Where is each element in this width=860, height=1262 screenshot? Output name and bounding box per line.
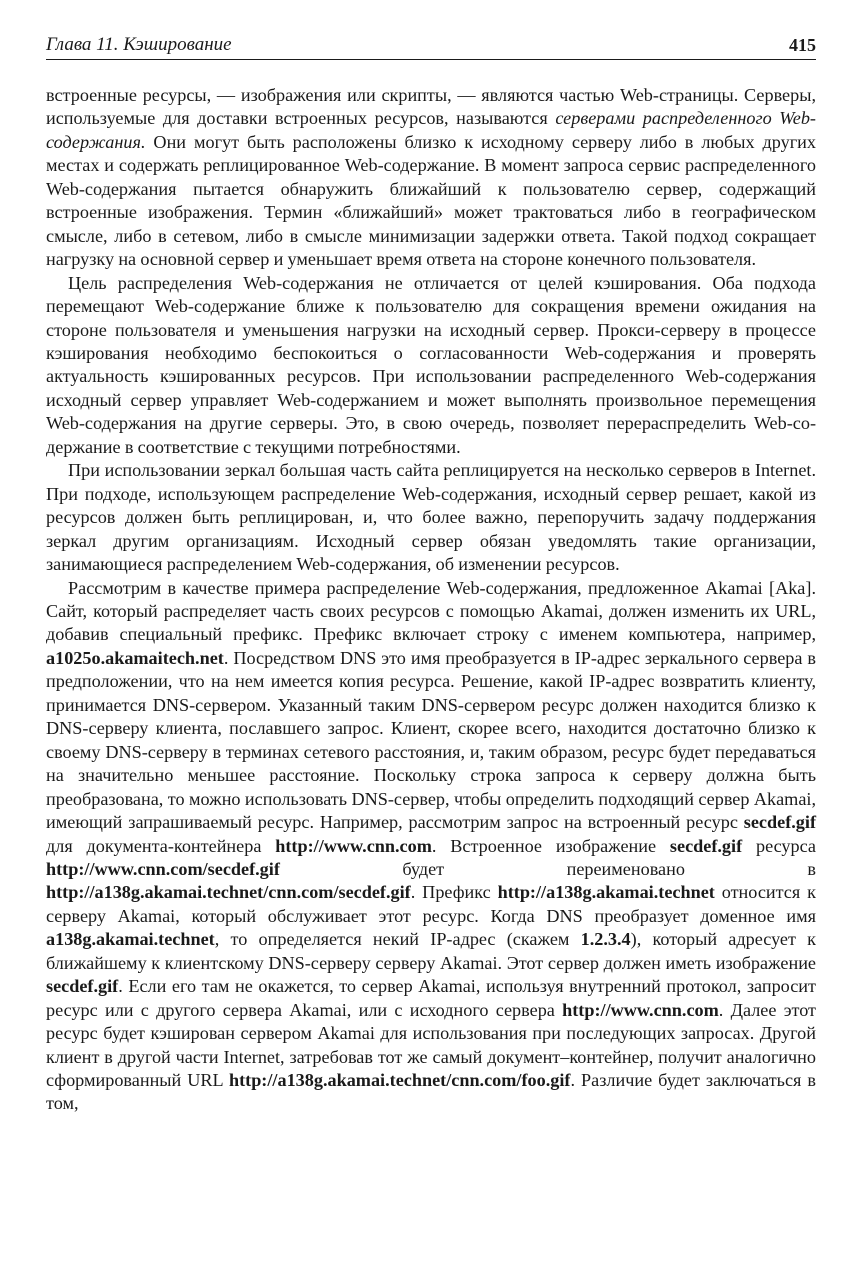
chapter-title: Глава 11. Кэширование [46,34,232,55]
text-run: Рассмотрим в качестве примера распределение Web-содержания, предложенное Akamai [Aka]. Сайт, который распределяет часть своих ресурсов с помощью Akamai, должен изменить их URL, добавив специальный префикс. Префикс включает строку с именем компьютера, например, [46,577,816,645]
text-run: При использовании зеркал большая часть сайта реплицируется на несколько серверов в Internet. При подходе, использующем распределение Web-содержания, исходный сервер решает, какой из ресурсов должен быть реплицирован, и, что более важно, перепоручить задачу поддержания зеркал другим организациям. Исходный сервер обязан уведомлять такие организации, занимающиеся распределением Web-содержания, об изменении ресурсов. [46,460,816,575]
body-text [46,84,816,1116]
text-run: . Посредством DNS это имя преобразуется в IP-адрес зеркального сервера в предположении, что на нем имеется копия ресурса. Решение, какой IP-адрес возвратить клиенту, принимается DNS-сервером. Указанный таким DNS-сервером ресурс должен находится близко к DNS-серверу клиента, пославшего запрос. Клиент, скорее всего, находится достаточно близко к своему DNS-серверу в терминах сетевого расстояния, и, таким образом, ресурс будет передаваться на значительно меньшее расстояние. Поскольку строка запроса к серверу должна быть преобразована, то можно использовать DNS-сервер, чтобы определить подходящий сервер Akamai, имеющий запрашиваемый ресурс. Например, рассмотрим запрос на встроенный ресурс [46,647,816,833]
bold-term: 1.2.3.4 [580,929,631,950]
bold-term: http://www.cnn.com/​secdef.gif [46,858,280,879]
bold-term: secdef.gif [743,812,816,833]
bold-term: http://a138g.akamai.technet [497,882,715,903]
bold-term: http://www.cnn.com [562,999,719,1020]
text-run: встроенные ресурсы, — изображения или скрипты, — являются частью Web-страницы. Серверы, используемые для доставки встроенных ресурсов, называются [46,85,816,129]
text-run: Они могут быть расположены близко к исходному серверу либо в любых других местах и содержать реплицированное Web-содержание. В момент запроса сервис распределенного Web-содержания пытается обнаружить ближайший к пользователю сервер, содержащий встроенные изображения. Термин «ближайший» может трактоваться либо в географическом смысле, либо в сетевом, либо в смысле минимизации задержки ответа. Такой подход сокращает нагрузку на основной сервер и уменьшает время ответа на стороне конечного пользователя. [46,131,816,270]
running-head [46,34,816,60]
paragraph [46,459,816,576]
paragraph [46,577,816,1116]
text-run: , то определяется некий IP-адрес (скажем [214,929,581,950]
bold-term: http://a138g.akamai.technet/cnn.com/foo.gif [228,1070,571,1091]
page-number: 415 [789,35,816,55]
text-run: . Далее этот ресурс будет кэширован сервером Akamai для использования при последующих запросах. Другой клиент в другой части Internet, затребовав тот же самый документ–контейнер, получит аналогично сформированный URL [46,999,817,1091]
text-run: для документа-контейнера [46,835,276,856]
text-run: . Встроенное изображение [431,835,670,856]
bold-term: secdef.gif [46,976,119,997]
italic-term: серверами распределенного Web-содержания. [46,108,816,152]
text-run: . Префикс [410,882,498,903]
text-run: . Если его там не окажется, то сервер Akamai, используя внутренний протокол, запросит ресурс или с другого сервера Akamai, или с исходного сервера [46,976,816,1020]
bold-term: a138g.akamai.technet [46,929,215,950]
bold-term: http://a138g.akamai.technet/cnn.com/secdef.gif [46,882,411,903]
paragraph [46,272,816,460]
bold-term: http://www.cnn.com [275,835,432,856]
text-run: . Различие будет заключаться в том, [46,1070,816,1114]
text-run: относится к серверу Akamai, который обслуживает этот ресурс. Когда DNS преобразует доменное имя [46,882,816,926]
text-run: Цель распределения Web-содержания не отличается от целей кэширования. Оба подхода перемещают Web-содержание ближе к пользователю для сокращения времени ожидания на стороне пользователя и уменьшения нагрузки на исходный сервер. Прокси-серверу в процессе кэширования необходимо беспокоиться о согласованности Web-содержания и проверять актуальность кэшированных ресурсов. При использовании распределенного Web-содержания исходный сервер управляет Web-содержанием и может выполнять произвольное перемещения Web-содержания на другие серверы. Это, в свою очередь, позволяет перераспределить Web-содержание в соответствие с текущими потребностями. [46,272,816,457]
text-run: будет переименовано в [279,858,816,879]
paragraph [46,84,816,272]
text-run: ), который адресует к ближайшему к клиентскому DNS-серверу серверу Akamai. Этот сервер должен иметь изображение [46,929,816,973]
bold-term: a1025o.akamaitech.net [46,647,224,668]
bold-term: secdef.gif [669,835,743,856]
text-run: ресурса [742,835,816,856]
